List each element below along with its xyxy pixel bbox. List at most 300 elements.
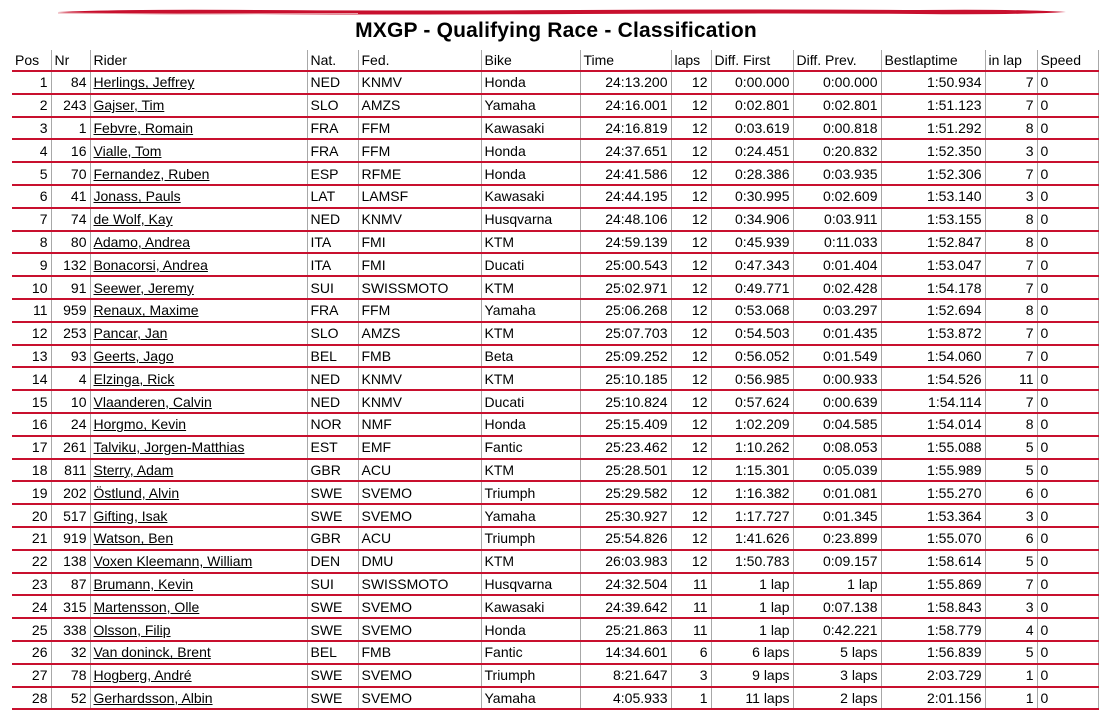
cell-bestlaptime: 1:55.070 — [881, 527, 985, 550]
rider-link[interactable]: Voxen Kleemann, William — [93, 553, 253, 570]
cell-rider — [90, 322, 307, 345]
cell-fed: KNMV — [358, 208, 481, 231]
rider-link[interactable]: Watson, Ben — [93, 530, 174, 547]
cell-in-lap: 7 — [985, 94, 1037, 117]
cell-fed: EMF — [358, 436, 481, 459]
cell-bestlaptime: 1:55.088 — [881, 436, 985, 459]
cell-bestlaptime: 1:54.060 — [881, 345, 985, 368]
cell-bike: Fantic — [481, 436, 580, 459]
cell-laps: 12 — [671, 117, 711, 140]
table-row — [12, 299, 1098, 322]
cell-speed: 0 — [1037, 367, 1098, 390]
rider-link[interactable]: Talviku, Jorgen-Matthias — [93, 439, 245, 456]
cell-time: 24:39.642 — [580, 595, 671, 618]
cell-bike: Beta — [481, 345, 580, 368]
table-row — [12, 550, 1098, 573]
cell-bike: Husqvarna — [481, 573, 580, 596]
cell-diff-prev: 0:01.435 — [793, 322, 881, 345]
cell-time: 24:44.195 — [580, 185, 671, 208]
cell-bestlaptime: 1:53.364 — [881, 504, 985, 527]
column-header-bike: Bike — [481, 50, 580, 71]
cell-speed: 0 — [1037, 345, 1098, 368]
table-row — [12, 595, 1098, 618]
cell-laps: 12 — [671, 139, 711, 162]
cell-nat: FRA — [307, 299, 358, 322]
cell-pos: 26 — [12, 641, 51, 664]
rider-link[interactable]: Gajser, Tim — [93, 97, 165, 114]
cell-speed: 0 — [1037, 276, 1098, 299]
cell-in-lap: 3 — [985, 595, 1037, 618]
cell-nr: 10 — [51, 390, 90, 413]
cell-diff-prev: 3 laps — [793, 664, 881, 687]
rider-link[interactable]: Brumann, Kevin — [93, 575, 194, 592]
rider-link[interactable]: Febvre, Romain — [93, 119, 194, 136]
cell-rider — [90, 413, 307, 436]
cell-time: 24:16.819 — [580, 117, 671, 140]
cell-rider — [90, 253, 307, 276]
cell-speed: 0 — [1037, 117, 1098, 140]
cell-bestlaptime: 1:58.843 — [881, 595, 985, 618]
table-row — [12, 208, 1098, 231]
cell-fed: FFM — [358, 139, 481, 162]
cell-in-lap: 6 — [985, 481, 1037, 504]
cell-in-lap: 8 — [985, 299, 1037, 322]
cell-rider — [90, 527, 307, 550]
cell-diff-prev: 0:42.221 — [793, 618, 881, 641]
cell-diff-first: 1:10.262 — [711, 436, 793, 459]
cell-in-lap: 7 — [985, 162, 1037, 185]
cell-speed: 0 — [1037, 390, 1098, 413]
cell-diff-first: 1 lap — [711, 573, 793, 596]
rider-link[interactable]: Gifting, Isak — [93, 507, 168, 524]
cell-rider — [90, 367, 307, 390]
cell-nr: 4 — [51, 367, 90, 390]
cell-time: 25:30.927 — [580, 504, 671, 527]
cell-speed: 0 — [1037, 162, 1098, 185]
cell-pos: 9 — [12, 253, 51, 276]
cell-time: 25:21.863 — [580, 618, 671, 641]
cell-fed: AMZS — [358, 322, 481, 345]
cell-laps: 11 — [671, 618, 711, 641]
cell-pos: 11 — [12, 299, 51, 322]
cell-time: 4:05.933 — [580, 687, 671, 710]
rider-link[interactable]: Gerhardsson, Albin — [93, 689, 213, 706]
cell-nr: 1 — [51, 117, 90, 140]
cell-bestlaptime: 1:51.292 — [881, 117, 985, 140]
cell-speed: 0 — [1037, 299, 1098, 322]
cell-in-lap: 1 — [985, 687, 1037, 710]
cell-nr: 959 — [51, 299, 90, 322]
cell-diff-first: 0:53.068 — [711, 299, 793, 322]
cell-nr: 24 — [51, 413, 90, 436]
cell-in-lap: 5 — [985, 436, 1037, 459]
cell-diff-prev: 0:03.297 — [793, 299, 881, 322]
cell-nr: 811 — [51, 459, 90, 482]
table-row — [12, 436, 1098, 459]
table-row — [12, 94, 1098, 117]
cell-diff-prev: 0:02.609 — [793, 185, 881, 208]
rider-link[interactable]: Horgmo, Kevin — [93, 416, 187, 433]
cell-bike: Ducati — [481, 253, 580, 276]
cell-speed: 0 — [1037, 413, 1098, 436]
rider-link[interactable]: Vlaanderen, Calvin — [93, 393, 212, 410]
cell-speed: 0 — [1037, 664, 1098, 687]
cell-rider — [90, 162, 307, 185]
cell-time: 14:34.601 — [580, 641, 671, 664]
table-body — [12, 71, 1098, 709]
cell-laps: 12 — [671, 390, 711, 413]
cell-pos: 10 — [12, 276, 51, 299]
cell-pos: 24 — [12, 595, 51, 618]
rider-link[interactable]: Vialle, Tom — [93, 142, 162, 159]
cell-bike: Honda — [481, 162, 580, 185]
cell-rider — [90, 481, 307, 504]
cell-fed: SWISSMOTO — [358, 276, 481, 299]
cell-rider — [90, 71, 307, 94]
cell-time: 25:10.185 — [580, 367, 671, 390]
classification-table — [12, 50, 1099, 710]
cell-nr: 261 — [51, 436, 90, 459]
cell-diff-prev: 0:05.039 — [793, 459, 881, 482]
rider-link[interactable]: Bonacorsi, Andrea — [93, 256, 208, 273]
cell-rider — [90, 390, 307, 413]
cell-fed: ACU — [358, 527, 481, 550]
cell-in-lap: 7 — [985, 71, 1037, 94]
cell-diff-prev: 0:01.345 — [793, 504, 881, 527]
cell-nat: DEN — [307, 550, 358, 573]
cell-in-lap: 11 — [985, 367, 1037, 390]
cell-pos: 13 — [12, 345, 51, 368]
cell-rider — [90, 664, 307, 687]
cell-pos: 4 — [12, 139, 51, 162]
cell-nat: SWE — [307, 481, 358, 504]
rider-link[interactable]: Seewer, Jeremy — [93, 279, 194, 296]
cell-speed: 0 — [1037, 253, 1098, 276]
cell-in-lap: 8 — [985, 231, 1037, 254]
table-header-row — [12, 50, 1098, 71]
cell-diff-first: 1:02.209 — [711, 413, 793, 436]
cell-diff-first: 0:45.939 — [711, 231, 793, 254]
cell-in-lap: 6 — [985, 527, 1037, 550]
cell-nr: 91 — [51, 276, 90, 299]
rider-link[interactable]: Elzinga, Rick — [93, 370, 175, 387]
cell-time: 25:54.826 — [580, 527, 671, 550]
cell-diff-prev: 5 laps — [793, 641, 881, 664]
cell-in-lap: 7 — [985, 322, 1037, 345]
cell-rider — [90, 276, 307, 299]
cell-fed: SVEMO — [358, 595, 481, 618]
cell-bestlaptime: 1:55.869 — [881, 573, 985, 596]
cell-nat: SWE — [307, 504, 358, 527]
cell-diff-first: 1:41.626 — [711, 527, 793, 550]
cell-nr: 132 — [51, 253, 90, 276]
cell-diff-first: 6 laps — [711, 641, 793, 664]
cell-diff-prev: 0:20.832 — [793, 139, 881, 162]
cell-bestlaptime: 1:50.934 — [881, 71, 985, 94]
cell-bike: Triumph — [481, 527, 580, 550]
cell-bike: Yamaha — [481, 687, 580, 710]
cell-bestlaptime: 1:53.140 — [881, 185, 985, 208]
cell-bestlaptime: 1:58.779 — [881, 618, 985, 641]
cell-laps: 12 — [671, 71, 711, 94]
cell-laps: 11 — [671, 595, 711, 618]
cell-diff-prev: 0:01.549 — [793, 345, 881, 368]
cell-diff-prev: 0:23.899 — [793, 527, 881, 550]
cell-time: 24:59.139 — [580, 231, 671, 254]
cell-nr: 338 — [51, 618, 90, 641]
cell-fed: FMI — [358, 253, 481, 276]
cell-fed: SWISSMOTO — [358, 573, 481, 596]
cell-speed: 0 — [1037, 94, 1098, 117]
cell-bestlaptime: 1:52.847 — [881, 231, 985, 254]
cell-speed: 0 — [1037, 208, 1098, 231]
cell-pos: 20 — [12, 504, 51, 527]
cell-nat: EST — [307, 436, 358, 459]
table-row — [12, 185, 1098, 208]
cell-bike: Ducati — [481, 390, 580, 413]
cell-time: 25:07.703 — [580, 322, 671, 345]
cell-diff-first: 0:02.801 — [711, 94, 793, 117]
cell-nat: SLO — [307, 94, 358, 117]
cell-nr: 80 — [51, 231, 90, 254]
cell-diff-first: 1:50.783 — [711, 550, 793, 573]
cell-pos: 21 — [12, 527, 51, 550]
cell-bestlaptime: 2:01.156 — [881, 687, 985, 710]
cell-bestlaptime: 1:54.178 — [881, 276, 985, 299]
rider-link[interactable]: Martensson, Olle — [93, 598, 200, 615]
rider-link[interactable]: Renaux, Maxime — [93, 302, 199, 319]
cell-nat: SUI — [307, 573, 358, 596]
cell-fed: SVEMO — [358, 481, 481, 504]
cell-laps: 12 — [671, 436, 711, 459]
cell-fed: SVEMO — [358, 504, 481, 527]
cell-laps: 12 — [671, 481, 711, 504]
cell-pos: 27 — [12, 664, 51, 687]
cell-nr: 93 — [51, 345, 90, 368]
cell-pos: 16 — [12, 413, 51, 436]
cell-diff-prev: 0:03.935 — [793, 162, 881, 185]
cell-diff-first: 1:15.301 — [711, 459, 793, 482]
cell-speed: 0 — [1037, 459, 1098, 482]
table-row — [12, 71, 1098, 94]
cell-diff-prev: 0:11.033 — [793, 231, 881, 254]
rider-link[interactable]: Herlings, Jeffrey — [93, 74, 195, 91]
cell-bike: Honda — [481, 413, 580, 436]
cell-diff-prev: 0:02.428 — [793, 276, 881, 299]
cell-bike: Yamaha — [481, 504, 580, 527]
cell-diff-first: 1 lap — [711, 595, 793, 618]
cell-nat: NED — [307, 71, 358, 94]
table-row — [12, 573, 1098, 596]
cell-speed: 0 — [1037, 573, 1098, 596]
cell-time: 24:13.200 — [580, 71, 671, 94]
cell-fed: NMF — [358, 413, 481, 436]
rider-link[interactable]: Geerts, Jago — [93, 347, 174, 364]
cell-time: 24:16.001 — [580, 94, 671, 117]
cell-rider — [90, 94, 307, 117]
cell-rider — [90, 231, 307, 254]
cell-diff-first: 0:57.624 — [711, 390, 793, 413]
cell-time: 26:03.983 — [580, 550, 671, 573]
cell-in-lap: 1 — [985, 664, 1037, 687]
cell-in-lap: 3 — [985, 504, 1037, 527]
cell-diff-first: 0:30.995 — [711, 185, 793, 208]
column-header-nr: Nr — [51, 50, 90, 71]
cell-bestlaptime: 2:03.729 — [881, 664, 985, 687]
cell-diff-prev: 0:08.053 — [793, 436, 881, 459]
cell-in-lap: 7 — [985, 573, 1037, 596]
cell-bestlaptime: 1:55.989 — [881, 459, 985, 482]
rider-link[interactable]: Van doninck, Brent — [93, 644, 211, 661]
cell-rider — [90, 185, 307, 208]
cell-nr: 32 — [51, 641, 90, 664]
header-brush-stroke — [58, 8, 1066, 16]
cell-laps: 12 — [671, 94, 711, 117]
cell-time: 25:06.268 — [580, 299, 671, 322]
cell-bestlaptime: 1:58.614 — [881, 550, 985, 573]
table-row — [12, 481, 1098, 504]
cell-pos: 25 — [12, 618, 51, 641]
cell-nr: 517 — [51, 504, 90, 527]
cell-nr: 919 — [51, 527, 90, 550]
cell-nat: SWE — [307, 664, 358, 687]
cell-laps: 12 — [671, 527, 711, 550]
cell-bike: Honda — [481, 71, 580, 94]
cell-time: 25:10.824 — [580, 390, 671, 413]
cell-laps: 12 — [671, 208, 711, 231]
cell-bike: Fantic — [481, 641, 580, 664]
cell-bestlaptime: 1:51.123 — [881, 94, 985, 117]
table-row — [12, 139, 1098, 162]
table-row — [12, 276, 1098, 299]
cell-bike: Yamaha — [481, 299, 580, 322]
table-row — [12, 231, 1098, 254]
cell-laps: 12 — [671, 322, 711, 345]
cell-pos: 3 — [12, 117, 51, 140]
cell-fed: FFM — [358, 299, 481, 322]
cell-pos: 14 — [12, 367, 51, 390]
cell-bike: Honda — [481, 618, 580, 641]
cell-time: 25:23.462 — [580, 436, 671, 459]
cell-laps: 12 — [671, 162, 711, 185]
cell-fed: AMZS — [358, 94, 481, 117]
cell-in-lap: 8 — [985, 208, 1037, 231]
cell-pos: 15 — [12, 390, 51, 413]
column-header-nat: Nat. — [307, 50, 358, 71]
cell-in-lap: 7 — [985, 276, 1037, 299]
cell-diff-first: 0:00.000 — [711, 71, 793, 94]
cell-rider — [90, 139, 307, 162]
cell-time: 24:41.586 — [580, 162, 671, 185]
rider-link[interactable]: de Wolf, Kay — [93, 211, 173, 228]
cell-in-lap: 8 — [985, 413, 1037, 436]
table-row — [12, 345, 1098, 368]
cell-laps: 6 — [671, 641, 711, 664]
cell-pos: 12 — [12, 322, 51, 345]
cell-laps: 12 — [671, 276, 711, 299]
cell-laps: 12 — [671, 459, 711, 482]
cell-nat: GBR — [307, 527, 358, 550]
rider-link[interactable]: Adamo, Andrea — [93, 233, 191, 250]
table-row — [12, 367, 1098, 390]
cell-diff-first: 1:16.382 — [711, 481, 793, 504]
cell-speed: 0 — [1037, 687, 1098, 710]
cell-diff-first: 0:56.985 — [711, 367, 793, 390]
cell-nr: 84 — [51, 71, 90, 94]
cell-diff-first: 0:47.343 — [711, 253, 793, 276]
cell-in-lap: 5 — [985, 550, 1037, 573]
cell-laps: 12 — [671, 345, 711, 368]
table-row — [12, 322, 1098, 345]
cell-speed: 0 — [1037, 71, 1098, 94]
cell-pos: 2 — [12, 94, 51, 117]
cell-diff-prev: 0:07.138 — [793, 595, 881, 618]
cell-nr: 78 — [51, 664, 90, 687]
cell-pos: 19 — [12, 481, 51, 504]
cell-diff-prev: 0:09.157 — [793, 550, 881, 573]
rider-link[interactable]: Hogberg, André — [93, 667, 192, 684]
cell-speed: 0 — [1037, 322, 1098, 345]
cell-bike: Yamaha — [481, 94, 580, 117]
cell-time: 25:00.543 — [580, 253, 671, 276]
cell-pos: 8 — [12, 231, 51, 254]
rider-link[interactable]: Jonass, Pauls — [93, 188, 181, 205]
table-row — [12, 253, 1098, 276]
cell-speed: 0 — [1037, 595, 1098, 618]
cell-speed: 0 — [1037, 618, 1098, 641]
cell-laps: 12 — [671, 504, 711, 527]
cell-speed: 0 — [1037, 527, 1098, 550]
cell-diff-prev: 0:00.000 — [793, 71, 881, 94]
rider-link[interactable]: Sterry, Adam — [93, 461, 174, 478]
column-header-in-lap: in lap — [985, 50, 1037, 71]
column-header-rider: Rider — [90, 50, 307, 71]
cell-bestlaptime: 1:53.155 — [881, 208, 985, 231]
table-row — [12, 162, 1098, 185]
cell-rider — [90, 550, 307, 573]
cell-fed: FMB — [358, 345, 481, 368]
cell-bike: Husqvarna — [481, 208, 580, 231]
cell-rider — [90, 117, 307, 140]
table-row — [12, 664, 1098, 687]
cell-nat: SLO — [307, 322, 358, 345]
cell-bestlaptime: 1:53.872 — [881, 322, 985, 345]
cell-fed: ACU — [358, 459, 481, 482]
rider-link[interactable]: Olsson, Filip — [93, 621, 171, 638]
cell-rider — [90, 299, 307, 322]
cell-speed: 0 — [1037, 481, 1098, 504]
cell-speed: 0 — [1037, 504, 1098, 527]
cell-fed: KNMV — [358, 71, 481, 94]
column-header-laps: laps — [671, 50, 711, 71]
cell-nat: NED — [307, 208, 358, 231]
cell-laps: 12 — [671, 550, 711, 573]
cell-fed: SVEMO — [358, 618, 481, 641]
cell-nat: BEL — [307, 345, 358, 368]
cell-rider — [90, 618, 307, 641]
cell-nr: 138 — [51, 550, 90, 573]
cell-diff-first: 0:28.386 — [711, 162, 793, 185]
column-header-pos: Pos — [12, 50, 51, 71]
rider-link[interactable]: Östlund, Alvin — [93, 484, 180, 501]
cell-in-lap: 5 — [985, 459, 1037, 482]
table-row — [12, 641, 1098, 664]
cell-nat: NOR — [307, 413, 358, 436]
cell-fed: DMU — [358, 550, 481, 573]
rider-link[interactable]: Fernandez, Ruben — [93, 165, 210, 182]
rider-link[interactable]: Pancar, Jan — [93, 325, 168, 342]
cell-nr: 41 — [51, 185, 90, 208]
